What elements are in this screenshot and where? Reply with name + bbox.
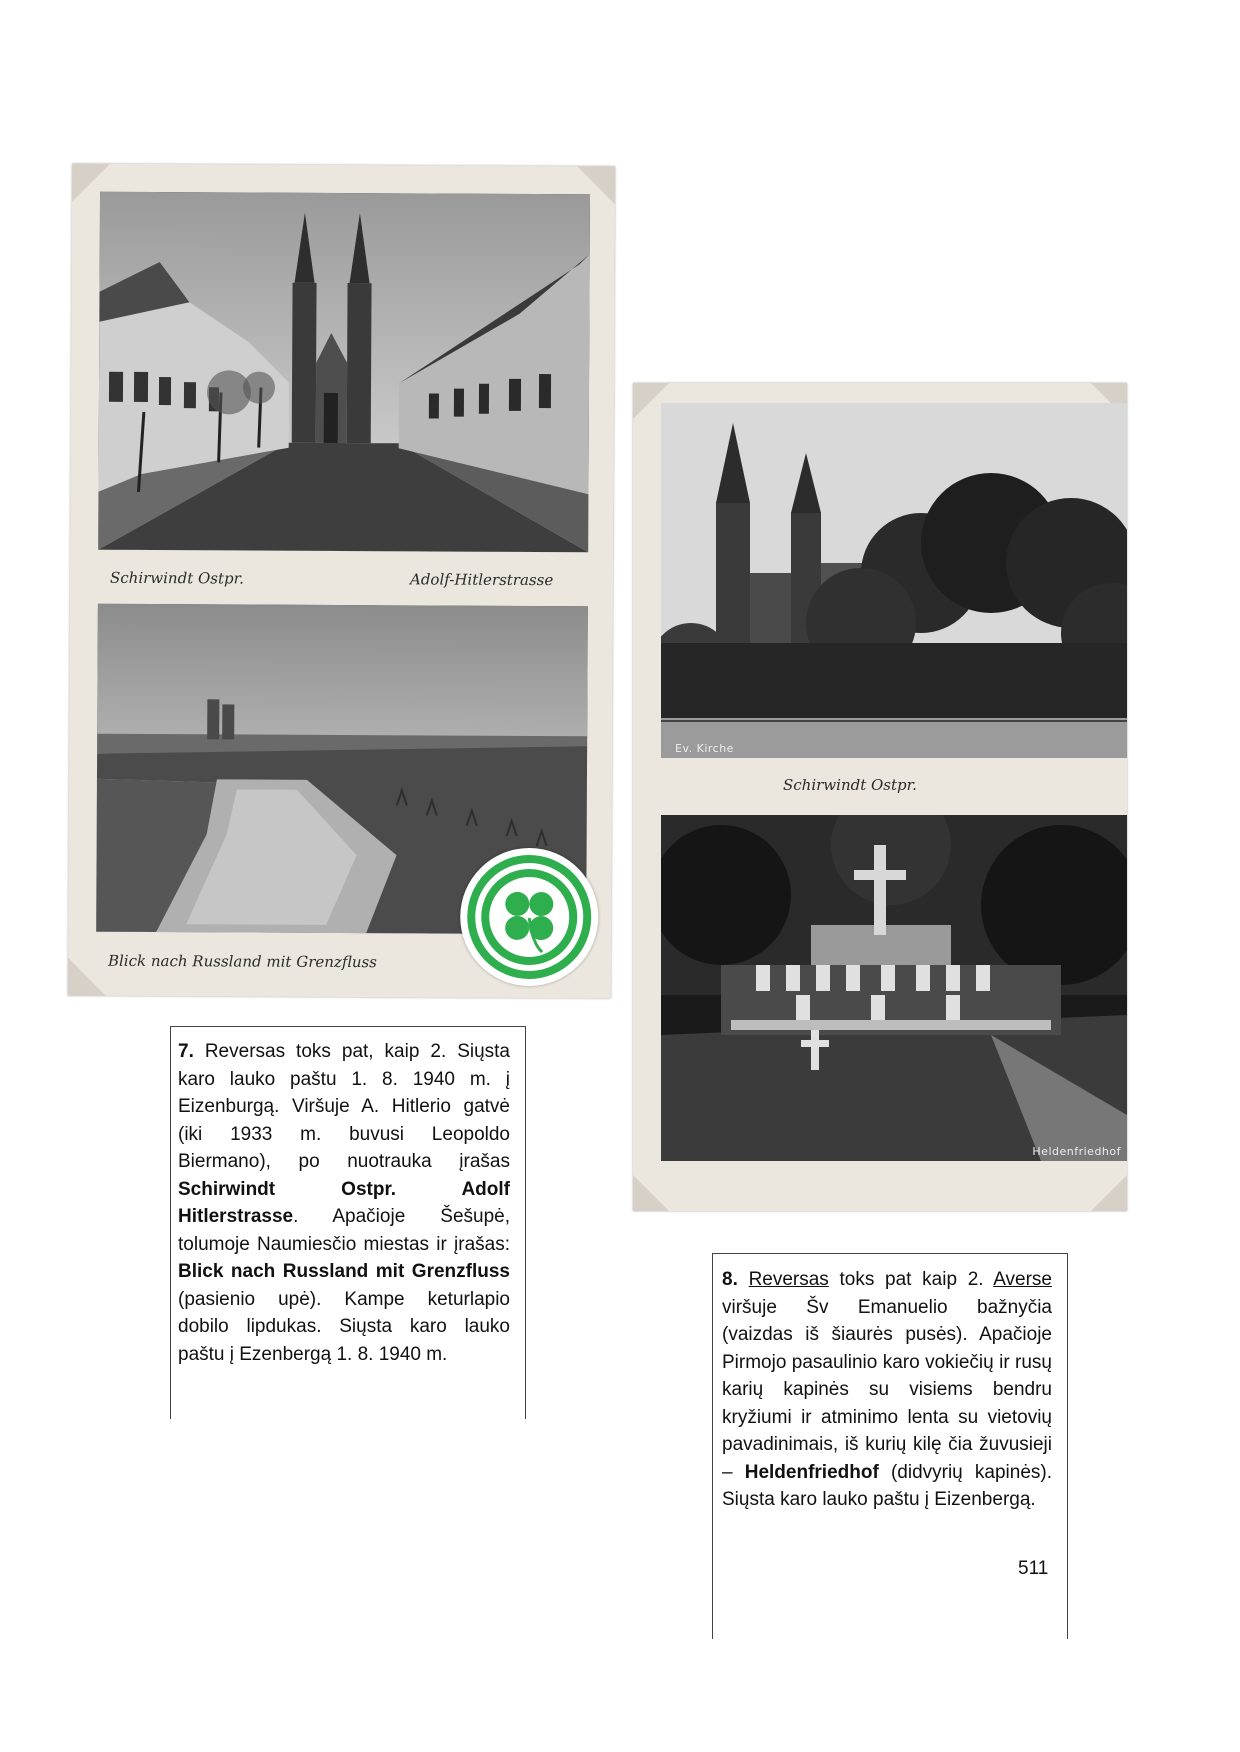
caption-number-7: 7. [178, 1041, 194, 1062]
photo-label-heldenfriedhof: Heldenfriedhof [1032, 1145, 1121, 1158]
caption-8-underlined-part: Reversas [748, 1269, 829, 1290]
caption-8-underlined-part: Averse [993, 1269, 1052, 1290]
top-caption-right: Adolf-Hitlerstrasse [409, 570, 554, 590]
photo-corner-mount [633, 1175, 669, 1211]
caption-8-text-part: viršuje Šv Emanuelio bažnyčia (vaizdas iš šiaurės pusės). Apačioje Pirmojo pasaulinio karo vokiečių ir rusų karių kapinės su visiems bendru kryžiumi ir atminimo lenta su vietovių pavadinimais, iš kurių kilę čia žuvusieji – [722, 1296, 1052, 1483]
photo-corner-mount [1091, 1175, 1127, 1211]
top-caption-left: Schirwindt Ostpr. [109, 568, 244, 588]
cemetery-photo [661, 815, 1127, 1161]
four-leaf-clover-icon [460, 848, 599, 987]
caption-7-text-part: (pasienio upė). Kampe keturlapio dobilo lipdukas. Siųsta karo lauko paštu į Ezenbergą 1. 8. 1940 m. [178, 1288, 510, 1365]
postcard-1 [68, 164, 615, 999]
caption-text-7 [178, 1038, 510, 1368]
photo-corner-mount [68, 958, 106, 996]
caption-8-text-part: toks pat kaip 2. [828, 1269, 994, 1290]
caption-8-bold-part: Heldenfriedhof [744, 1461, 879, 1483]
postcard-2 [633, 383, 1127, 1211]
caption-7-bold-part: Blick nach Russland mit Grenzfluss [178, 1261, 510, 1282]
caption-7-text-part: Reversas toks pat, kaip 2. Siųsta karo lauko paštu 1. 8. 1940 m. į Eizenburgą. Viršuje A. Hitlerio gatvė (iki 1933 m. buvusi Leopoldo Biermano), po nuotrauka įrašas [178, 1041, 510, 1172]
caption-7-bold-part: Schirwindt Ostpr. Adolf Hitlerstrasse [178, 1178, 510, 1227]
church-photo [661, 403, 1127, 758]
photo-label-ev-kirche: Ev. Kirche [675, 742, 734, 755]
bottom-caption: Blick nach Russland mit Grenzfluss [107, 951, 377, 972]
middle-caption: Schirwindt Ostpr. [783, 776, 917, 794]
page-number: 511 [1018, 1558, 1049, 1579]
clover-sticker [460, 848, 599, 987]
caption-8-text-part: (didvyrių kapinės). Siųsta karo lauko paštu į Eizenbergą. [722, 1461, 1052, 1510]
caption-text-8 [722, 1266, 1052, 1514]
street-church-photo [98, 192, 590, 553]
caption-number-8: 8. [722, 1269, 738, 1290]
caption-7-text-part: . Apačioje Šešupė, tolumoje Naumiesčio miestas ir įrašas: [178, 1206, 510, 1255]
